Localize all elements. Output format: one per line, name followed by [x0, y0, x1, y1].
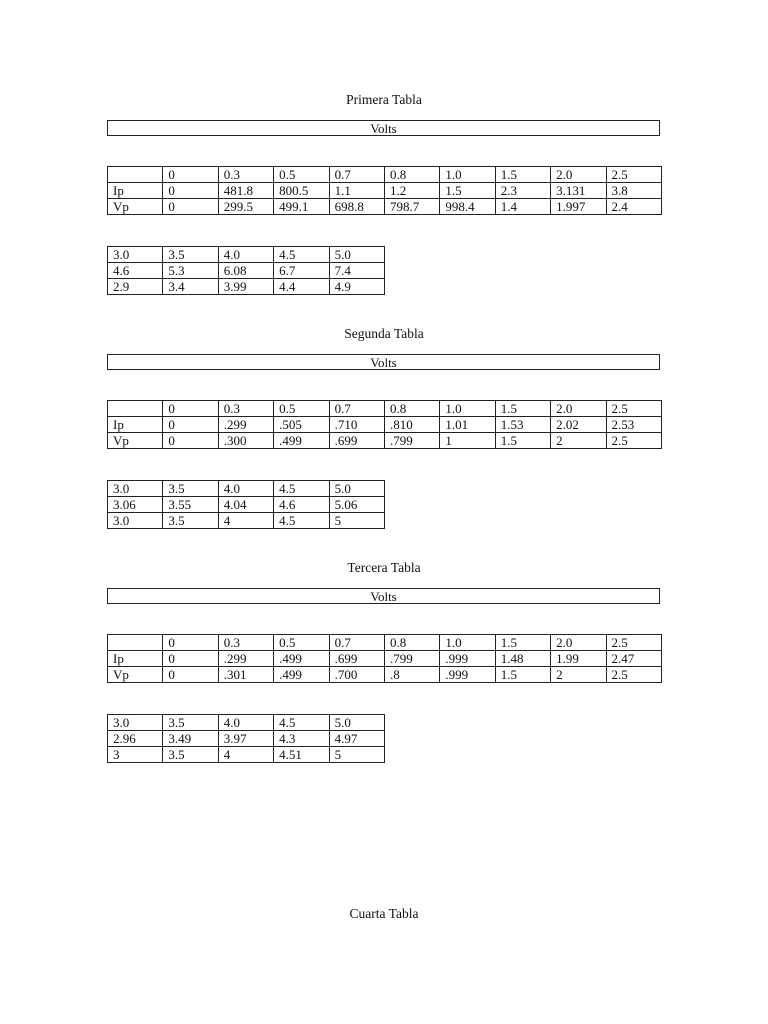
table-cell: .699 — [329, 433, 384, 449]
table-cell: 5 — [329, 747, 384, 763]
table-cell: .999 — [440, 667, 495, 683]
table-cell: 3.99 — [218, 279, 273, 295]
table-cell: Vp — [108, 199, 163, 215]
table-cell: 2 — [551, 667, 606, 683]
table-cell — [108, 167, 163, 183]
table-cell: .301 — [218, 667, 273, 683]
table-cell: 3 — [108, 747, 163, 763]
table-row — [108, 651, 662, 667]
table-cell: 0.3 — [218, 635, 273, 651]
table-cell: 4 — [218, 513, 273, 529]
table-cell: 0 — [163, 183, 218, 199]
table-cell: .810 — [384, 417, 439, 433]
table-cell: .299 — [218, 651, 273, 667]
table-cell: 6.08 — [218, 263, 273, 279]
table-cell: 0.8 — [384, 167, 439, 183]
section-title: Primera Tabla — [346, 92, 422, 107]
table-cell: 4.97 — [329, 731, 384, 747]
table-cell: .505 — [274, 417, 329, 433]
table-cell: 3.55 — [163, 497, 218, 513]
table-cell: 2.5 — [606, 401, 661, 417]
table-cell: 5.0 — [329, 481, 384, 497]
table-cell: 299.5 — [218, 199, 273, 215]
table-cell: Vp — [108, 433, 163, 449]
table-cell: 0 — [163, 417, 218, 433]
table-cell: 5 — [329, 513, 384, 529]
table-row — [108, 433, 662, 449]
table-row — [108, 417, 662, 433]
table-cell: 4.5 — [274, 513, 329, 529]
table-cell: 1.5 — [495, 167, 550, 183]
table-cell: 1.1 — [329, 183, 384, 199]
table-row — [108, 667, 662, 683]
table-row — [108, 513, 385, 529]
table-cell: 2.02 — [551, 417, 606, 433]
table-cell: .799 — [384, 651, 439, 667]
table-cell: .710 — [329, 417, 384, 433]
table-cell: 1.997 — [551, 199, 606, 215]
table-cell: 0.3 — [218, 401, 273, 417]
table-cell: Ip — [108, 651, 163, 667]
extension-table — [107, 714, 385, 763]
table-cell: 481.8 — [218, 183, 273, 199]
table-cell: 3.97 — [218, 731, 273, 747]
table-cell: 0 — [163, 433, 218, 449]
table-cell: 1.99 — [551, 651, 606, 667]
section-title: Cuarta Tabla — [349, 906, 419, 921]
table-cell: 4.0 — [218, 247, 273, 263]
table-cell: 1.2 — [384, 183, 439, 199]
table-cell: 4.0 — [218, 481, 273, 497]
table-cell: .499 — [274, 433, 329, 449]
table-cell: 1 — [440, 433, 495, 449]
table-cell: 0 — [163, 199, 218, 215]
table-cell: 1.4 — [495, 199, 550, 215]
table-cell: .299 — [218, 417, 273, 433]
table-cell: 3.5 — [163, 715, 218, 731]
table-cell: 0.7 — [329, 401, 384, 417]
table-cell: 1.01 — [440, 417, 495, 433]
table-cell: 3.0 — [108, 513, 163, 529]
table-row — [108, 497, 385, 513]
table-cell: 4.5 — [274, 715, 329, 731]
table-cell: 0 — [163, 667, 218, 683]
table-cell: 2.5 — [606, 433, 661, 449]
table-cell: 4.6 — [108, 263, 163, 279]
table-cell: 800.5 — [274, 183, 329, 199]
table-cell: 5.3 — [163, 263, 218, 279]
table-cell: 7.4 — [329, 263, 384, 279]
table-row — [108, 731, 385, 747]
table-cell: 0.3 — [218, 167, 273, 183]
table-row — [108, 199, 662, 215]
table-cell: 0 — [163, 167, 218, 183]
volts-header: Volts — [107, 120, 660, 136]
table-cell — [108, 401, 163, 417]
table-cell: 3.49 — [163, 731, 218, 747]
table-cell: 4.3 — [274, 731, 329, 747]
table-cell: 4.0 — [218, 715, 273, 731]
table-cell: 3.5 — [163, 513, 218, 529]
table-cell: .700 — [329, 667, 384, 683]
table-cell: 2.0 — [551, 635, 606, 651]
table-cell: 0 — [163, 401, 218, 417]
table-cell: .999 — [440, 651, 495, 667]
table-cell: 3.5 — [163, 481, 218, 497]
table-cell: 499.1 — [274, 199, 329, 215]
table-row — [108, 715, 385, 731]
table-cell: 1.5 — [495, 433, 550, 449]
table-cell: 4.5 — [274, 247, 329, 263]
extension-table — [107, 246, 385, 295]
table-cell: 1.0 — [440, 635, 495, 651]
table-cell: 2.3 — [495, 183, 550, 199]
table-cell: .8 — [384, 667, 439, 683]
table-cell: 4.51 — [274, 747, 329, 763]
table-cell: 1.5 — [440, 183, 495, 199]
table-cell: 0.8 — [384, 635, 439, 651]
table-cell: 3.5 — [163, 247, 218, 263]
table-cell: 5.0 — [329, 715, 384, 731]
table-cell: 3.06 — [108, 497, 163, 513]
table-cell: 4.6 — [274, 497, 329, 513]
table-cell: 4.4 — [274, 279, 329, 295]
table-cell: .799 — [384, 433, 439, 449]
table-cell: 2.5 — [606, 167, 661, 183]
table-cell: .699 — [329, 651, 384, 667]
table-row — [108, 167, 662, 183]
table-cell: 4.04 — [218, 497, 273, 513]
table-cell: 2.53 — [606, 417, 661, 433]
table-cell: 1.5 — [495, 401, 550, 417]
table-cell: 4.5 — [274, 481, 329, 497]
table-cell: 1.5 — [495, 635, 550, 651]
table-row — [108, 481, 385, 497]
section-title: Tercera Tabla — [347, 560, 421, 575]
table-cell: .499 — [274, 667, 329, 683]
table-cell: 0.5 — [274, 635, 329, 651]
table-cell — [108, 635, 163, 651]
table-cell: 998.4 — [440, 199, 495, 215]
table-cell: Ip — [108, 183, 163, 199]
table-cell: 3.0 — [108, 481, 163, 497]
table-cell: 3.8 — [606, 183, 661, 199]
table-cell: 4.9 — [329, 279, 384, 295]
table-cell: 1.53 — [495, 417, 550, 433]
table-row — [108, 401, 662, 417]
table-cell: 3.4 — [163, 279, 218, 295]
volts-header: Volts — [107, 354, 660, 370]
table-cell: 798.7 — [384, 199, 439, 215]
table-row — [108, 183, 662, 199]
table-cell: 0.5 — [274, 167, 329, 183]
table-cell: 0.7 — [329, 167, 384, 183]
table-cell: 2.4 — [606, 199, 661, 215]
table-cell: 2 — [551, 433, 606, 449]
table-cell: 1.0 — [440, 401, 495, 417]
table-cell: 1.5 — [495, 667, 550, 683]
table-cell: Ip — [108, 417, 163, 433]
table-cell: 0 — [163, 635, 218, 651]
table-cell: 698.8 — [329, 199, 384, 215]
table-cell: 2.0 — [551, 167, 606, 183]
section-title: Segunda Tabla — [344, 326, 424, 341]
table-row — [108, 279, 385, 295]
table-row — [108, 635, 662, 651]
table-cell: 5.0 — [329, 247, 384, 263]
table-cell: 0.5 — [274, 401, 329, 417]
table-cell: 4 — [218, 747, 273, 763]
table-cell: 2.9 — [108, 279, 163, 295]
table-cell: 0 — [163, 651, 218, 667]
table-cell: .499 — [274, 651, 329, 667]
extension-table — [107, 480, 385, 529]
main-table — [107, 634, 662, 683]
table-cell: 2.96 — [108, 731, 163, 747]
table-cell: Vp — [108, 667, 163, 683]
table-cell: 3.0 — [108, 715, 163, 731]
table-cell: 3.5 — [163, 747, 218, 763]
table-cell: 2.5 — [606, 635, 661, 651]
table-cell: 1.48 — [495, 651, 550, 667]
table-cell: .300 — [218, 433, 273, 449]
table-cell: 5.06 — [329, 497, 384, 513]
table-cell: 3.131 — [551, 183, 606, 199]
table-cell: 0.8 — [384, 401, 439, 417]
table-cell: 6.7 — [274, 263, 329, 279]
table-row — [108, 247, 385, 263]
main-table — [107, 400, 662, 449]
table-row — [108, 747, 385, 763]
table-cell: 2.47 — [606, 651, 661, 667]
table-cell: 2.5 — [606, 667, 661, 683]
table-cell: 3.0 — [108, 247, 163, 263]
table-cell: 0.7 — [329, 635, 384, 651]
volts-header: Volts — [107, 588, 660, 604]
table-cell: 1.0 — [440, 167, 495, 183]
main-table — [107, 166, 662, 215]
table-cell: 2.0 — [551, 401, 606, 417]
table-row — [108, 263, 385, 279]
